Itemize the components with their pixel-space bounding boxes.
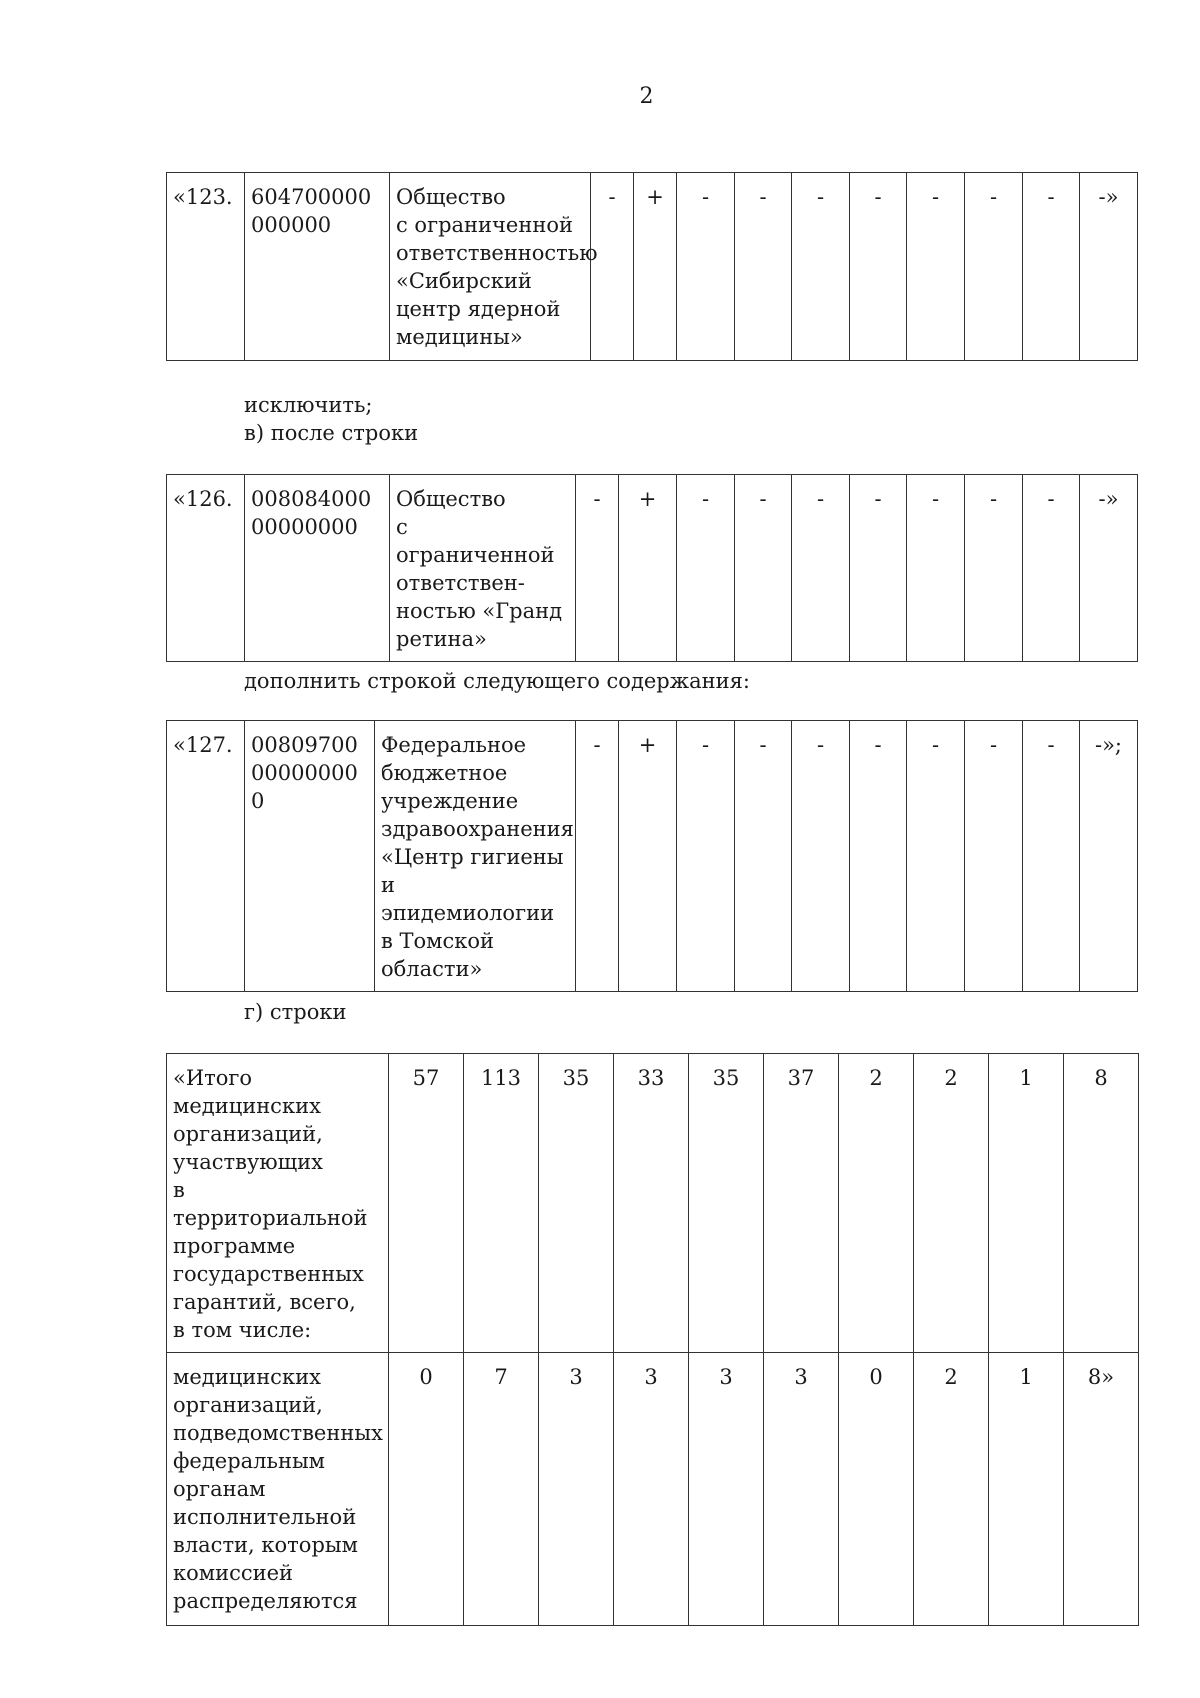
value-cell: 3: [689, 1353, 764, 1626]
value-cell: 1: [989, 1353, 1064, 1626]
mark-cell: +: [619, 721, 677, 992]
row-label: «Итого медицинских организаций, участвующих в территориальной программе государственных гарантий, всего, в том числе:: [167, 1054, 389, 1353]
mark-cell: -: [1023, 173, 1080, 361]
mark-cell: -»: [1080, 173, 1138, 361]
value-cell: 37: [764, 1054, 839, 1353]
registry-code: 604700000000000: [245, 173, 390, 361]
value-cell: 2: [914, 1353, 989, 1626]
totals-table: [166, 1053, 1139, 1626]
registry-table-row-127: [166, 720, 1138, 992]
mark-cell: -: [1023, 475, 1080, 662]
value-cell: 0: [839, 1353, 914, 1626]
mark-cell: -: [792, 173, 850, 361]
mark-cell: -: [907, 173, 965, 361]
organization-name: Федеральное бюджетное учреждение здравоохранения «Центр гигиены и эпидемиологии в Томской области»: [375, 721, 576, 992]
mark-cell: +: [619, 475, 677, 662]
mark-cell: -: [850, 475, 907, 662]
mark-cell: -: [735, 475, 792, 662]
value-cell: 57: [389, 1054, 464, 1353]
value-cell: 3: [614, 1353, 689, 1626]
registry-code: 00808400000000000: [245, 475, 390, 662]
page-number: 2: [639, 84, 654, 109]
mark-cell: -: [965, 173, 1023, 361]
mark-cell: -: [792, 721, 850, 992]
mark-cell: -: [576, 721, 619, 992]
paragraph-exclude: исключить;: [244, 393, 373, 417]
mark-cell: -: [677, 173, 735, 361]
mark-cell: -: [965, 721, 1023, 992]
value-cell: 0: [389, 1353, 464, 1626]
mark-cell: -: [576, 475, 619, 662]
mark-cell: -: [850, 721, 907, 992]
row-number: «127.: [167, 721, 245, 992]
mark-cell: -: [850, 173, 907, 361]
value-cell: 3: [764, 1353, 839, 1626]
value-cell: 8»: [1064, 1353, 1139, 1626]
mark-cell: -: [907, 721, 965, 992]
value-cell: 2: [914, 1054, 989, 1353]
row-number: «123.: [167, 173, 245, 361]
mark-cell: -: [735, 173, 792, 361]
mark-cell: -: [907, 475, 965, 662]
paragraph-rows: г) строки: [244, 1000, 347, 1024]
value-cell: 2: [839, 1054, 914, 1353]
value-cell: 113: [464, 1054, 539, 1353]
value-cell: 8: [1064, 1054, 1139, 1353]
row-label: медицинских организаций, подведомственных федеральным органам исполнительной власти, которым комиссией распределяются: [167, 1353, 389, 1626]
value-cell: 1: [989, 1054, 1064, 1353]
registry-table-row-126: [166, 474, 1138, 662]
mark-cell: -: [677, 721, 735, 992]
mark-cell: -»: [1080, 475, 1138, 662]
mark-cell: -: [677, 475, 735, 662]
organization-name: Общество с ограниченной ответственностью «Сибирский центр ядерной медицины»: [390, 173, 591, 361]
row-number: «126.: [167, 475, 245, 662]
mark-cell: -: [965, 475, 1023, 662]
registry-code: 00809700000000000: [245, 721, 375, 992]
mark-cell: -: [591, 173, 634, 361]
organization-name: Общество с ограниченной ответствен- ностью «Гранд ретина»: [390, 475, 576, 662]
mark-cell: -: [1023, 721, 1080, 992]
mark-cell: -: [792, 475, 850, 662]
value-cell: 33: [614, 1054, 689, 1353]
value-cell: 3: [539, 1353, 614, 1626]
mark-cell: -: [735, 721, 792, 992]
registry-table-row-123: [166, 172, 1138, 361]
paragraph-after-row: в) после строки: [244, 421, 419, 445]
mark-cell: +: [634, 173, 677, 361]
paragraph-add-row: дополнить строкой следующего содержания:: [244, 669, 750, 693]
value-cell: 35: [689, 1054, 764, 1353]
value-cell: 7: [464, 1353, 539, 1626]
table-row: [167, 1054, 1139, 1353]
mark-cell: -»;: [1080, 721, 1138, 992]
table-row: [167, 1353, 1139, 1626]
value-cell: 35: [539, 1054, 614, 1353]
